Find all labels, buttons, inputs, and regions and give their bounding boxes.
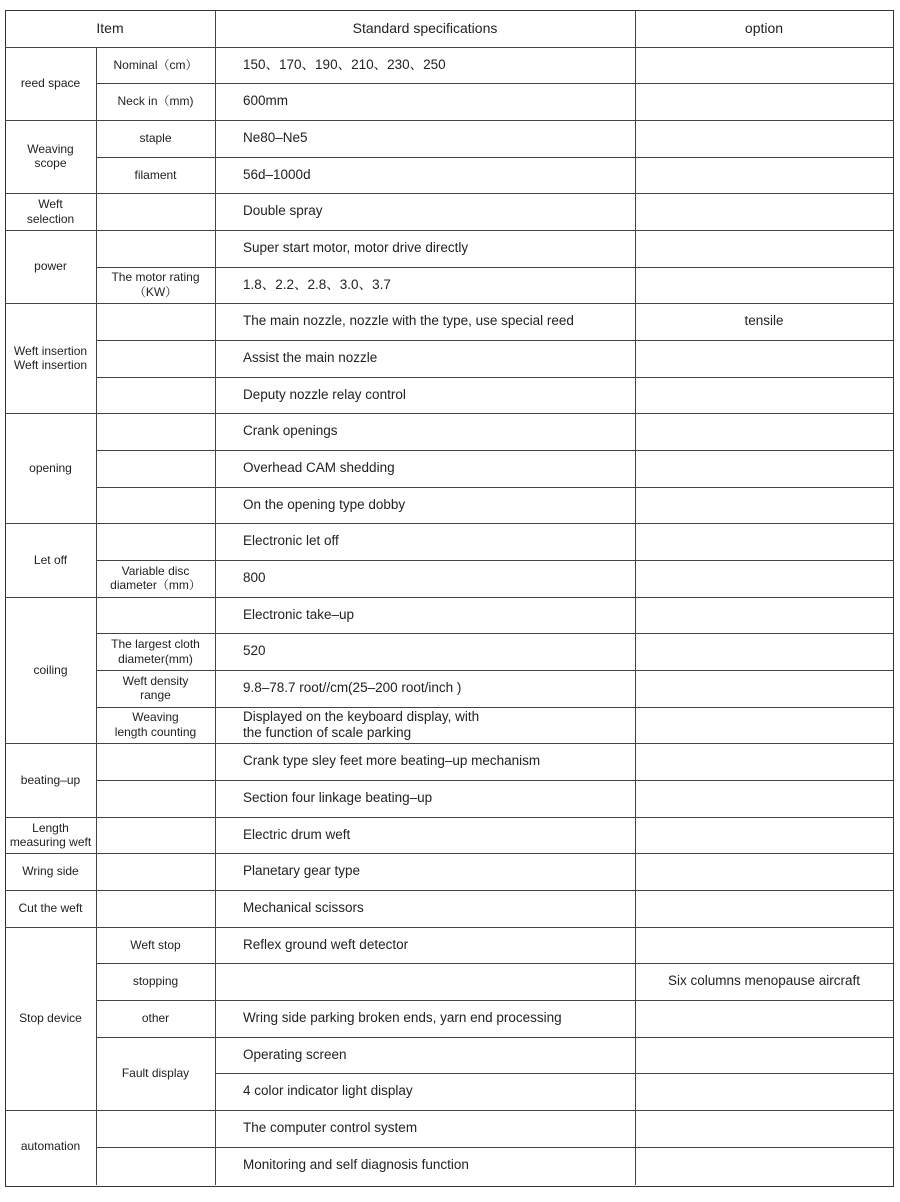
- spec-cell: Planetary gear type: [243, 863, 361, 879]
- spec-cell: The main nozzle, nozzle with the type, use special reed: [243, 313, 574, 329]
- group-label: Weft insertion Weft insertion: [13, 343, 88, 373]
- option-cell: [635, 267, 893, 304]
- spec-cell: The computer control system: [243, 1120, 418, 1136]
- spec-cell: Monitoring and self diagnosis function: [243, 1156, 469, 1172]
- spec-cell: 520: [243, 643, 266, 659]
- spec-cell: Crank type sley feet more beating–up mechanism: [243, 753, 541, 769]
- option-cell: [635, 927, 893, 964]
- row-divider: [215, 340, 893, 341]
- option-cell: [635, 743, 893, 780]
- group-label: Let off: [33, 552, 68, 567]
- row-divider: [215, 817, 893, 818]
- row-divider: [215, 853, 893, 854]
- spec-cell: Electronic take–up: [243, 606, 355, 622]
- row-divider: [215, 890, 893, 891]
- spec-cell: 800: [243, 570, 266, 586]
- spec-cell: Operating screen: [243, 1046, 347, 1062]
- row-divider: [215, 633, 893, 634]
- row-divider: [215, 157, 893, 158]
- row-divider: [215, 413, 893, 414]
- group-label: opening: [29, 460, 72, 475]
- row-divider: [215, 963, 893, 964]
- option-cell: [635, 817, 893, 854]
- sub-label: The largest cloth diameter(mm): [111, 637, 200, 666]
- sub-label: The motor rating （KW）: [111, 270, 200, 299]
- spec-cell: 56d–1000d: [243, 166, 311, 182]
- group-label: automation: [20, 1139, 81, 1154]
- sub-label: Weft density range: [122, 673, 189, 703]
- row-divider: [215, 230, 893, 231]
- option-cell: [635, 707, 893, 744]
- spec-cell: Section four linkage beating–up: [243, 790, 433, 806]
- sub-label: [96, 193, 215, 230]
- option-cell: [635, 450, 893, 487]
- group-label: Wring side: [22, 864, 79, 879]
- sub-label: [96, 340, 215, 377]
- row-divider: [215, 560, 893, 561]
- sub-label: filament: [134, 167, 177, 182]
- spec-cell: Mechanical scissors: [243, 900, 364, 916]
- option-cell: [635, 890, 893, 927]
- spec-cell: Double spray: [243, 203, 323, 219]
- spec-table: [5, 10, 894, 1187]
- spec-cell: Assist the main nozzle: [243, 350, 378, 366]
- option-cell: [635, 1073, 893, 1110]
- option-cell: [635, 83, 893, 120]
- option-cell: [635, 193, 893, 230]
- row-divider: [215, 1000, 893, 1001]
- row-divider: [215, 450, 893, 451]
- option-cell: [635, 1037, 893, 1074]
- option-cell: [635, 633, 893, 670]
- spec-cell: Ne80–Ne5: [243, 130, 308, 146]
- group-label: Weaving scope: [27, 142, 74, 171]
- option-cell: [635, 670, 893, 707]
- sub-label: other: [141, 1011, 170, 1026]
- sub-label: Neck in（mm): [117, 94, 194, 109]
- row-divider: [215, 193, 893, 194]
- option-cell: [635, 523, 893, 560]
- row-divider: [215, 707, 893, 708]
- spec-cell: 600mm: [243, 93, 289, 109]
- spec-cell: Reflex ground weft detector: [243, 936, 409, 952]
- spec-cell: Overhead CAM shedding: [243, 460, 395, 476]
- row-divider: [215, 377, 893, 378]
- sub-label: [96, 523, 215, 560]
- row-divider: [215, 83, 893, 84]
- spec-cell: Electric drum weft: [243, 826, 351, 842]
- sub-label: [96, 597, 215, 634]
- sub-label: Fault display: [121, 1066, 190, 1081]
- option-cell: [635, 780, 893, 817]
- spec-cell: 9.8–78.7 root//cm(25–200 root/inch ): [243, 680, 462, 696]
- sub-label: Nominal（cm）: [113, 57, 198, 72]
- spec-cell: Crank openings: [243, 423, 338, 439]
- group-label: Weft selection: [26, 197, 75, 226]
- spec-cell: Wring side parking broken ends, yarn end processing: [243, 1010, 562, 1026]
- option-cell: [635, 1147, 893, 1184]
- option-cell: [635, 377, 893, 414]
- sub-label: [96, 1110, 215, 1147]
- row-divider: [215, 597, 893, 598]
- sub-label: [96, 230, 215, 267]
- sub-label: [96, 450, 215, 487]
- group-label: Cut the weft: [18, 901, 83, 916]
- option-cell: Six columns menopause aircraft: [667, 973, 861, 989]
- row-divider: [215, 927, 893, 928]
- sub-label: Weaving length counting: [114, 710, 197, 739]
- spec-cell: 150、170、190、210、230、250: [243, 56, 446, 72]
- option-cell: [635, 1110, 893, 1147]
- row-divider: [215, 47, 893, 48]
- row-divider: [215, 523, 893, 524]
- sub-label: [96, 413, 215, 450]
- group-label: power: [34, 259, 67, 274]
- option-cell: tensile: [744, 313, 784, 329]
- spec-cell: 1.8、2.2、2.8、3.0、3.7: [243, 276, 391, 292]
- sub-label: [96, 303, 215, 340]
- sub-label: [96, 890, 215, 927]
- row-divider: [215, 1037, 893, 1038]
- sub-label: [96, 743, 215, 780]
- sub-label: Weft stop: [130, 937, 181, 952]
- row-divider: [215, 1147, 893, 1148]
- row-divider: [215, 487, 893, 488]
- row-divider: [215, 267, 893, 268]
- row-divider: [215, 303, 893, 304]
- option-cell: [635, 1000, 893, 1037]
- group-label: Length measuring weft: [9, 820, 92, 849]
- sub-label: [96, 1147, 215, 1184]
- row-divider: [215, 1073, 893, 1074]
- group-label: Stop device: [19, 1011, 82, 1026]
- option-cell: [635, 597, 893, 634]
- spec-cell: On the opening type dobby: [243, 496, 406, 512]
- row-divider: [215, 120, 893, 121]
- sub-label: staple: [139, 130, 172, 145]
- group-label: beating–up: [20, 772, 81, 787]
- option-cell: [635, 413, 893, 450]
- group-label: reed space: [20, 75, 81, 90]
- spec-cell: Electronic let off: [243, 533, 339, 549]
- spec-cell: [215, 963, 635, 1000]
- option-cell: [635, 853, 893, 890]
- sub-label: [96, 817, 215, 854]
- sub-label: [96, 487, 215, 524]
- row-divider: [215, 780, 893, 781]
- option-cell: [635, 487, 893, 524]
- row-divider: [215, 743, 893, 744]
- option-cell: [635, 157, 893, 194]
- option-cell: [635, 230, 893, 267]
- spec-cell: Deputy nozzle relay control: [243, 386, 406, 402]
- option-cell: [635, 120, 893, 157]
- spec-cell: 4 color indicator light display: [243, 1083, 413, 1099]
- header-item: Item: [96, 19, 124, 36]
- spec-cell: Super start motor, motor drive directly: [243, 240, 469, 256]
- sub-label: [96, 853, 215, 890]
- option-cell: [635, 340, 893, 377]
- sub-label: Variable disc diameter（mm）: [110, 563, 201, 593]
- row-divider: [215, 670, 893, 671]
- spec-cell: Displayed on the keyboard display, with the function of scale parking: [243, 708, 480, 740]
- option-cell: [635, 47, 893, 84]
- group-label: coiling: [33, 662, 68, 677]
- sub-label: stopping: [132, 974, 179, 989]
- sub-label: [96, 780, 215, 817]
- option-cell: [635, 560, 893, 597]
- row-divider: [215, 1110, 893, 1111]
- sub-label: [96, 377, 215, 414]
- header-standard-specifications: Standard specifications: [352, 19, 498, 36]
- header-option: option: [744, 19, 784, 36]
